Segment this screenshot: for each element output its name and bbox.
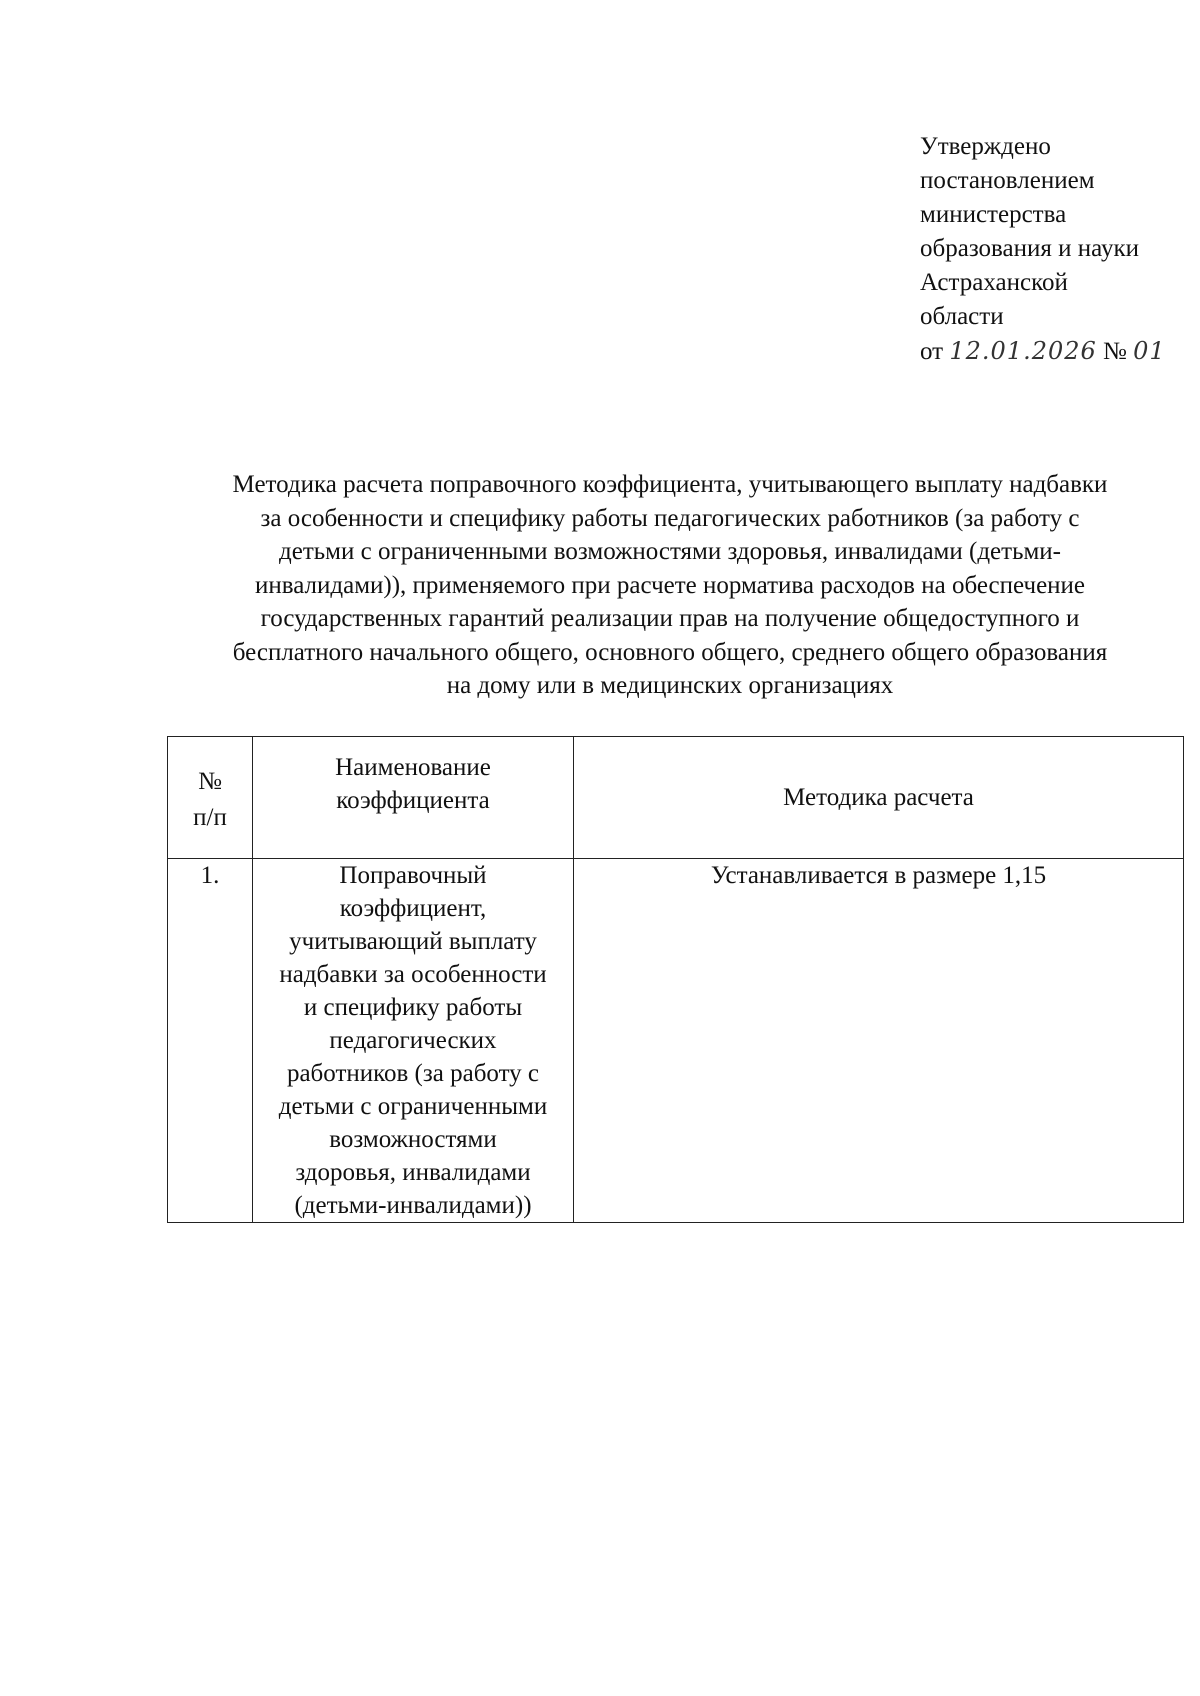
handwritten-number: 01 bbox=[1133, 337, 1166, 365]
title-line: за особенности и специфику работы педагогических работников (за работу с bbox=[260, 504, 1080, 532]
row-name-line: учитывающий выплату bbox=[289, 928, 537, 955]
date-prefix: от bbox=[920, 338, 944, 365]
approval-line: постановлением bbox=[920, 167, 1095, 194]
header-num-sign: № bbox=[198, 767, 222, 795]
approval-block bbox=[920, 130, 1166, 369]
approval-line: министерства bbox=[920, 201, 1067, 228]
row-name bbox=[253, 859, 574, 1223]
row-method: Устанавливается в размере 1,15 bbox=[574, 859, 1184, 1223]
title-line: бесплатного начального общего, основного общего, среднего общего образования bbox=[232, 638, 1108, 666]
approval-date-line bbox=[920, 334, 1166, 369]
approval-line: Астраханской bbox=[920, 269, 1068, 296]
row-name-line: педагогических bbox=[329, 1027, 497, 1054]
approval-line: Утверждено bbox=[920, 133, 1051, 160]
header-method: Методика расчета bbox=[574, 737, 1184, 859]
header-name-line2: коэффициента bbox=[336, 786, 490, 814]
header-name bbox=[253, 737, 574, 859]
number-sign: № bbox=[1103, 338, 1127, 365]
title-line: государственных гарантий реализации прав на получение общедоступного и bbox=[260, 605, 1080, 632]
row-name-line: здоровья, инвалидами bbox=[295, 1159, 531, 1186]
row-name-line: детьми с ограниченными bbox=[278, 1093, 548, 1120]
row-num: 1. bbox=[168, 859, 253, 1223]
header-name-line1: Наименование bbox=[335, 753, 491, 781]
header-num-pp: п/п bbox=[193, 803, 227, 831]
row-name-line: Поправочный bbox=[339, 862, 487, 889]
approval-line: области bbox=[920, 303, 1004, 330]
title-line: инвалидами)), применяемого при расчете норматива расходов на обеспечение bbox=[254, 571, 1086, 599]
approval-line: образования и науки bbox=[920, 235, 1139, 262]
row-name-line: коэффициент, bbox=[339, 895, 487, 922]
document-title bbox=[160, 468, 1180, 703]
row-name-line: возможностями bbox=[329, 1126, 497, 1153]
handwritten-date: 12.01.2026 bbox=[949, 337, 1097, 365]
header-num bbox=[168, 737, 253, 859]
row-name-line: надбавки за особенности bbox=[279, 961, 547, 988]
row-name-line: и специфику работы bbox=[303, 994, 523, 1021]
title-line: детьми с ограниченными возможностями здоровья, инвалидами (детьми- bbox=[279, 538, 1061, 565]
row-name-line: (детьми-инвалидами)) bbox=[294, 1192, 532, 1219]
row-name-line: работников (за работу с bbox=[286, 1060, 540, 1087]
title-line: на дому или в медицинских организациях bbox=[446, 672, 894, 699]
table-header-row bbox=[168, 737, 1184, 859]
table-row bbox=[168, 859, 1184, 1223]
title-line: Методика расчета поправочного коэффициента, учитывающего выплату надбавки bbox=[232, 471, 1108, 498]
coefficient-table bbox=[167, 736, 1184, 1223]
